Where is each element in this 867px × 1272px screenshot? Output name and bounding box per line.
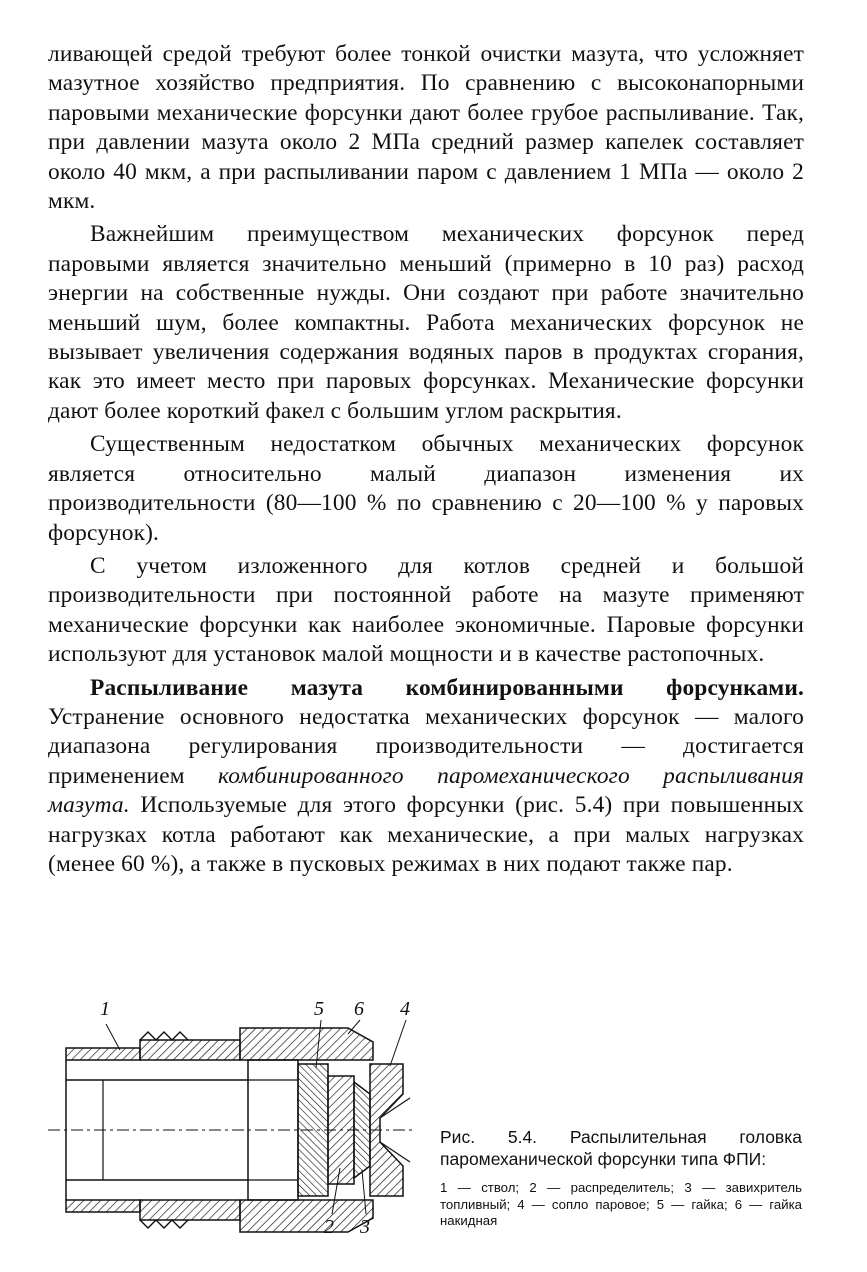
figure-label-3: 3 (360, 1216, 370, 1238)
figure-label-1: 1 (100, 998, 110, 1020)
page-body (48, 40, 804, 879)
figure-label-4: 4 (400, 998, 410, 1020)
paragraph-3: Существенным недостатком обычных механических форсунок является относительно малый диапазон изменения их производительности (80—100 % по сравнению с 20—100 % у паровых форсунок). (48, 431, 804, 546)
paragraph-5-text-b: Используемые для этого форсунки (рис. 5.4) при повышенных нагрузках котла работают как механические, а при малых нагрузках (менее 60 %), а также в пусковых режимах в них подают также пар. (48, 792, 804, 877)
figure-caption (440, 1126, 802, 1230)
caption-legend: 1 — ствол; 2 — распределитель; 3 — завихритель топливный; 4 — сопло паровое; 5 — гайка; 6 — гайка накидная (440, 1180, 802, 1228)
figure-label-5: 5 (314, 998, 324, 1020)
section-heading: Распыливание мазута комбинированными форсунками. (90, 674, 804, 701)
figure-label-2: 2 (324, 1216, 334, 1238)
paragraph-5 (48, 674, 804, 880)
nozzle-head-drawing (48, 998, 420, 1250)
figure-5-4-drawing (48, 998, 420, 1250)
paragraph-1: ливающей средой требуют более тонкой очистки мазута, что усложняет мазутное хозяйство предприятия. По сравнению с высоконапорными паровыми механические форсунки дают более грубое распыливание. Так, при давлении мазута около 2 МПа средний размер капелек составляет около 40 мкм, а при распыливании паром с давлением 1 МПа — около 2 мкм. (48, 41, 804, 215)
paragraph-5-italic: комбинированного паромеханического распыливания мазута. (48, 762, 805, 819)
paragraph-5-text-a: Устранение основного недостатка механических форсунок — малого диапазона регулирования производительности — достигается применением (48, 703, 804, 789)
paragraph-2: Важнейшим преимуществом механических форсунок перед паровыми является значительно меньший (примерно в 10 раз) расход энергии на собственные нужды. Они создают при работе значительно меньший шум, более компактны. Работа механических форсунок не вызывает увеличения содержания водяных паров в продуктах сгорания, как это имеет место при паровых форсунках. Механические форсунки дают более короткий факел с большим углом раскрытия. (48, 221, 804, 424)
figure-label-6: 6 (354, 998, 364, 1020)
caption-title: Рис. 5.4. Распылительная головка паромеханической форсунки типа ФПИ: (440, 1127, 802, 1169)
paragraph-4: С учетом изложенного для котлов средней и большой производительности при постоянной работе на мазуте применяют механические форсунки как наиболее экономичные. Паровые форсунки используют для установок малой мощности и в качестве растопочных. (48, 552, 804, 668)
